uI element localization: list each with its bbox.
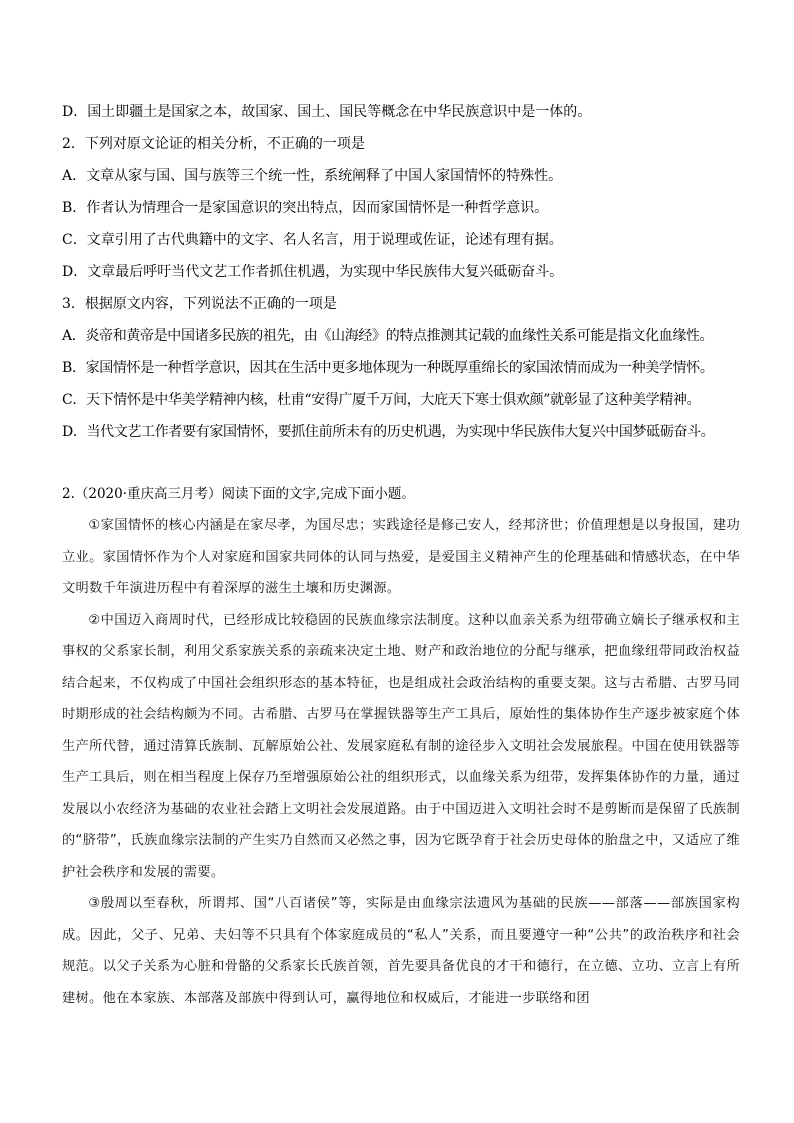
question-2-stem: 2．下列对原文论证的相关分析，不正确的一项是 xyxy=(62,136,365,152)
option-2-b: B．作者认为情理合一是家国意识的突出特点，因而家国情怀是一种哲学意识。 xyxy=(62,200,549,216)
option-1-d: D．国土即疆土是国家之本，故国家、国土、国民等概念在中华民族意识中是一体的。 xyxy=(62,104,592,120)
passage-heading: 2.（2020·重庆高三月考）阅读下面的文字,完成下面小题。 xyxy=(62,486,415,502)
question-3-stem: 3．根据原文内容，下列说法不正确的一项是 xyxy=(62,296,337,312)
option-2-d: D．文章最后呼吁当代文艺工作者抓住机遇，为实现中华民族伟大复兴砥砺奋斗。 xyxy=(62,264,564,280)
option-2-c: C．文章引用了古代典籍中的文字、名人名言，用于说理或佐证，论述有理有据。 xyxy=(62,232,563,248)
option-3-b: B．家国情怀是一种哲学意识，因其在生活中更多地体现为一种既厚重绵长的家国浓情而成为一种美学情怀。 xyxy=(62,360,714,376)
reading-passage xyxy=(62,510,740,1014)
option-3-a: A．炎帝和黄帝是中国诸多民族的祖先，由《山海经》的特点推测其记载的血缘性关系可能是指文化血缘性。 xyxy=(62,328,714,344)
passage-paragraph-3: ③殷周以至春秋，所谓邦、国“八百诸侯”等，实际是由血缘宗法遗风为基础的民族——部落——部族国家构成。因此，父子、兄弟、夫妇等不只具有个体家庭成员的“私人”关系，而且要遵守一种“公共”的政治秩序和社会规范。以父子关系为心脏和骨骼的父系家长氏族首领，首先要具备优良的才干和德行，在立德、立功、立言上有所建树。他在本家族、本部落及部族中得到认可，赢得地位和权威后，才能进一步联络和团 xyxy=(62,896,740,1006)
question-block xyxy=(62,96,762,448)
passage-paragraph-1: ①家国情怀的核心内涵是在家尽孝，为国尽忠；实践途径是修己安人，经邦济世；价值理想是以身报国，建功立业。家国情怀作为个人对家庭和国家共同体的认同与热爱，是爱国主义精神产生的伦理基础和情感状态，在中华文明数千年演进历程中有着深厚的滋生土壤和历史渊源。 xyxy=(62,518,740,596)
passage-paragraph-2: ②中国迈入商周时代，已经形成比较稳固的民族血缘宗法制度。这种以血亲关系为纽带确立嫡长子继承权和主事权的父系家长制，利用父系家族关系的亲疏来决定土地、财产和政治地位的分配与继承，把血缘纽带同政治权益结合起来，不仅构成了中国社会组织形态的基本特征，也是组成社会政治结构的重要支架。这与古希腊、古罗马同时期形成的社会结构颇为不同。古希腊、古罗马在掌握铁器等生产工具后，原始性的集体协作生产逐步被家庭个体生产所代替，通过清算氏族制、瓦解原始公社、发展家庭私有制的途径步入文明社会发展旅程。中国在使用铁器等生产工具后，则在相当程度上保存乃至增强原始公社的组织形式，以血缘关系为纽带，发挥集体协作的力量，通过发展以小农经济为基础的农业社会踏上文明社会发展道路。由于中国迈进入文明社会时不是剪断而是保留了氏族制的“脐带”，氏族血缘宗法制的产生实乃自然而又必然之事，因为它既孕育于社会历史母体的胎盘之中，又适应了维护社会秩序和发展的需要。 xyxy=(62,612,740,880)
option-2-a: A．文章从家与国、国与族等三个统一性，系统阐释了中国人家国情怀的特殊性。 xyxy=(62,168,563,184)
option-3-c: C．天下情怀是中华美学精神内核，杜甫“安得广厦千万间，大庇天下寒士俱欢颜”就彰显了这种美学精神。 xyxy=(62,392,701,408)
option-3-d: D．当代文艺工作者要有家国情怀，要抓住前所未有的历史机遇，为实现中华民族伟大复兴中国梦砥砺奋斗。 xyxy=(62,424,715,440)
